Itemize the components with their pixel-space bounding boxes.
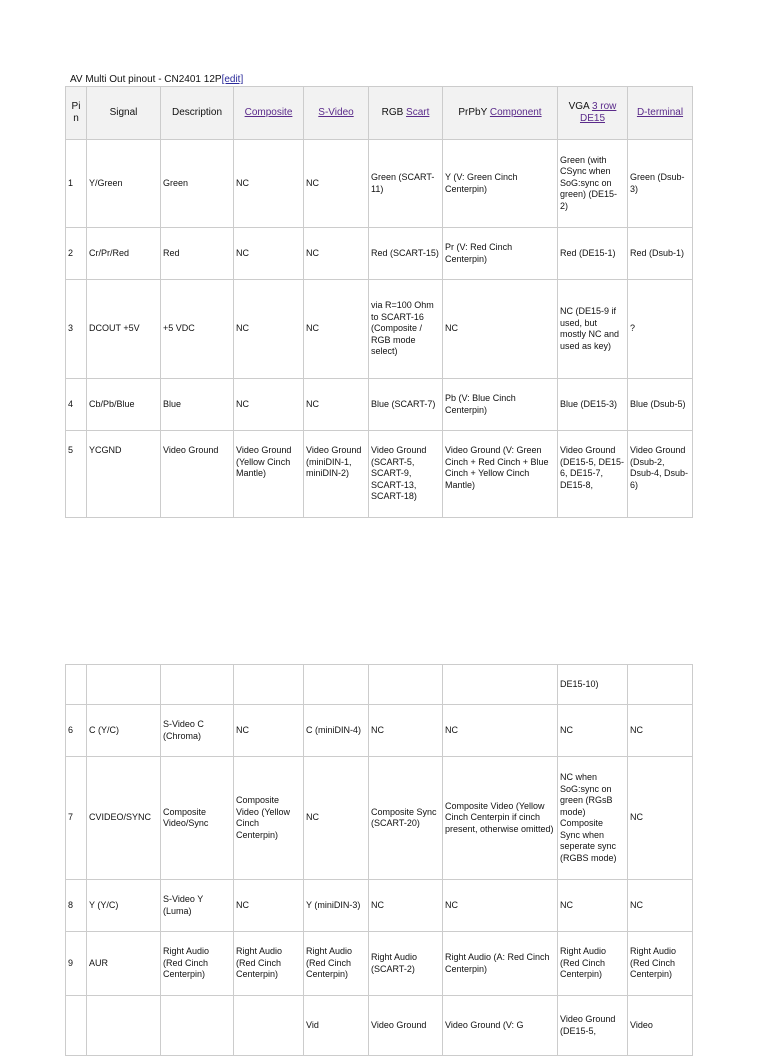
component-link[interactable]: Component — [489, 107, 542, 118]
prpby-prefix: PrPbY — [458, 107, 490, 118]
cell-description: +5 VDC — [161, 280, 234, 379]
table-row — [66, 880, 693, 932]
cell-dterminal: NC — [628, 880, 693, 932]
table-caption — [70, 74, 243, 86]
table-row — [66, 705, 693, 757]
cell-pin: 2 — [66, 228, 87, 280]
cell-signal: AUR — [87, 932, 161, 996]
cell-description: Blue — [161, 379, 234, 431]
cell-pin: 4 — [66, 379, 87, 431]
edit-link[interactable]: [edit] — [221, 74, 244, 85]
cell-prpby: Composite Video (Yellow Cinch Centerpin if cinch present, otherwise omitted) — [443, 757, 558, 880]
de15-link[interactable]: 3 row DE15 — [579, 101, 617, 124]
cell-composite: NC — [234, 379, 304, 431]
cell-vga: NC when SoG:sync on green (RGsB mode) Composite Sync when seperate sync (RGBS mode) — [558, 757, 628, 880]
dterminal-link[interactable]: D-terminal — [636, 107, 684, 118]
cell-rgb: Right Audio (SCART-2) — [369, 932, 443, 996]
cell-vga: Video Ground (DE15-5, — [558, 996, 628, 1056]
cell-vga: Green (with CSync when SoG:sync on green) (DE15-2) — [558, 140, 628, 228]
table-row — [66, 228, 693, 280]
cell-prpby: Y (V: Green Cinch Centerpin) — [443, 140, 558, 228]
cell-svideo: Right Audio (Red Cinch Centerpin) — [304, 932, 369, 996]
cell-composite: Video Ground (Yellow Cinch Mantle) — [234, 431, 304, 518]
table-row — [66, 431, 693, 518]
cell-vga: Blue (DE15-3) — [558, 379, 628, 431]
cell-pin: 1 — [66, 140, 87, 228]
cell-dterminal: Right Audio (Red Cinch Centerpin) — [628, 932, 693, 996]
cell-pin: 9 — [66, 932, 87, 996]
cell-prpby: NC — [443, 880, 558, 932]
header-row — [66, 87, 693, 140]
cell-description: Right Audio (Red Cinch Centerpin) — [161, 932, 234, 996]
table-row — [66, 280, 693, 379]
cell-svideo: NC — [304, 228, 369, 280]
pinout-table-page1 — [65, 86, 693, 518]
cell-svideo: Vid — [304, 996, 369, 1056]
cell-pin — [66, 665, 87, 705]
cell-prpby: NC — [443, 280, 558, 379]
cell-svideo: NC — [304, 757, 369, 880]
cell-signal — [87, 665, 161, 705]
cell-pin: 3 — [66, 280, 87, 379]
vga-prefix: VGA — [568, 101, 592, 112]
cell-prpby: Pr (V: Red Cinch Centerpin) — [443, 228, 558, 280]
cell-signal: Y/Green — [87, 140, 161, 228]
cell-rgb: NC — [369, 880, 443, 932]
header-composite — [234, 87, 304, 140]
cell-pin — [66, 996, 87, 1056]
caption-text: AV Multi Out pinout - CN2401 12P — [70, 74, 222, 85]
cell-rgb: via R=100 Ohm to SCART-16 (Composite / RGB mode select) — [369, 280, 443, 379]
cell-composite: NC — [234, 140, 304, 228]
cell-dterminal: Video — [628, 996, 693, 1056]
cell-composite: Composite Video (Yellow Cinch Centerpin) — [234, 757, 304, 880]
cell-description — [161, 996, 234, 1056]
table-row — [66, 932, 693, 996]
cell-dterminal: ? — [628, 280, 693, 379]
cell-rgb: Blue (SCART-7) — [369, 379, 443, 431]
cell-composite — [234, 996, 304, 1056]
cell-description — [161, 665, 234, 705]
cell-prpby: Video Ground (V: Green Cinch + Red Cinch + Blue Cinch + Yellow Cinch Mantle) — [443, 431, 558, 518]
cell-vga: NC — [558, 705, 628, 757]
cell-prpby: NC — [443, 705, 558, 757]
cell-svideo: C (miniDIN-4) — [304, 705, 369, 757]
svideo-link[interactable]: S-Video — [318, 107, 354, 118]
cell-prpby — [443, 665, 558, 705]
cell-description: S-Video C (Chroma) — [161, 705, 234, 757]
header-dterminal — [628, 87, 693, 140]
composite-link[interactable]: Composite — [244, 107, 293, 118]
cell-prpby: Right Audio (A: Red Cinch Centerpin) — [443, 932, 558, 996]
cell-rgb: Green (SCART-11) — [369, 140, 443, 228]
cell-dterminal: NC — [628, 705, 693, 757]
cell-dterminal — [628, 665, 693, 705]
table-row — [66, 379, 693, 431]
cell-composite: NC — [234, 880, 304, 932]
cell-vga: Right Audio (Red Cinch Centerpin) — [558, 932, 628, 996]
cell-svideo: Y (miniDIN-3) — [304, 880, 369, 932]
table-row — [66, 757, 693, 880]
cell-dterminal: Green (Dsub-3) — [628, 140, 693, 228]
cell-signal: DCOUT +5V — [87, 280, 161, 379]
cell-signal: Y (Y/C) — [87, 880, 161, 932]
cell-svideo: Video Ground (miniDIN-1, miniDIN-2) — [304, 431, 369, 518]
cell-svideo: NC — [304, 379, 369, 431]
pinout-table-page2 — [65, 664, 693, 1056]
cell-dterminal: Red (Dsub-1) — [628, 228, 693, 280]
header-pin: Pi n — [66, 87, 87, 140]
table-row — [66, 665, 693, 705]
cell-rgb: Video Ground — [369, 996, 443, 1056]
header-prpby — [443, 87, 558, 140]
cell-rgb: Video Ground (SCART-5, SCART-9, SCART-13, SCART-18) — [369, 431, 443, 518]
cell-signal: Cr/Pr/Red — [87, 228, 161, 280]
cell-dterminal: Video Ground (Dsub-2, Dsub-4, Dsub-6) — [628, 431, 693, 518]
cell-svideo: NC — [304, 280, 369, 379]
cell-svideo — [304, 665, 369, 705]
scart-link[interactable]: Scart — [406, 107, 430, 118]
cell-rgb: Composite Sync (SCART-20) — [369, 757, 443, 880]
header-description: Description — [161, 87, 234, 140]
cell-description: Composite Video/Sync — [161, 757, 234, 880]
header-rgb — [369, 87, 443, 140]
cell-description: S-Video Y (Luma) — [161, 880, 234, 932]
cell-pin: 5 — [66, 431, 87, 518]
cell-svideo: NC — [304, 140, 369, 228]
cell-vga: NC (DE15-9 if used, but mostly NC and used as key) — [558, 280, 628, 379]
cell-rgb: NC — [369, 705, 443, 757]
cell-signal — [87, 996, 161, 1056]
cell-signal: CVIDEO/SYNC — [87, 757, 161, 880]
cell-rgb: Red (SCART-15) — [369, 228, 443, 280]
cell-description: Video Ground — [161, 431, 234, 518]
cell-description: Red — [161, 228, 234, 280]
cell-prpby: Pb (V: Blue Cinch Centerpin) — [443, 379, 558, 431]
cell-signal: YCGND — [87, 431, 161, 518]
cell-pin: 6 — [66, 705, 87, 757]
cell-composite: NC — [234, 228, 304, 280]
rgb-prefix: RGB — [381, 107, 407, 118]
table-row — [66, 996, 693, 1056]
cell-vga: Red (DE15-1) — [558, 228, 628, 280]
table-row — [66, 140, 693, 228]
cell-dterminal: Blue (Dsub-5) — [628, 379, 693, 431]
cell-signal: C (Y/C) — [87, 705, 161, 757]
cell-composite: Right Audio (Red Cinch Centerpin) — [234, 932, 304, 996]
header-vga — [558, 87, 628, 140]
cell-vga: DE15-10) — [558, 665, 628, 705]
header-svideo — [304, 87, 369, 140]
cell-signal: Cb/Pb/Blue — [87, 379, 161, 431]
cell-description: Green — [161, 140, 234, 228]
cell-dterminal: NC — [628, 757, 693, 880]
cell-pin: 8 — [66, 880, 87, 932]
cell-prpby: Video Ground (V: G — [443, 996, 558, 1056]
cell-vga: NC — [558, 880, 628, 932]
cell-pin: 7 — [66, 757, 87, 880]
header-signal: Signal — [87, 87, 161, 140]
cell-composite: NC — [234, 705, 304, 757]
cell-vga: Video Ground (DE15-5, DE15-6, DE15-7, DE15-8, — [558, 431, 628, 518]
cell-composite — [234, 665, 304, 705]
cell-composite: NC — [234, 280, 304, 379]
cell-rgb — [369, 665, 443, 705]
